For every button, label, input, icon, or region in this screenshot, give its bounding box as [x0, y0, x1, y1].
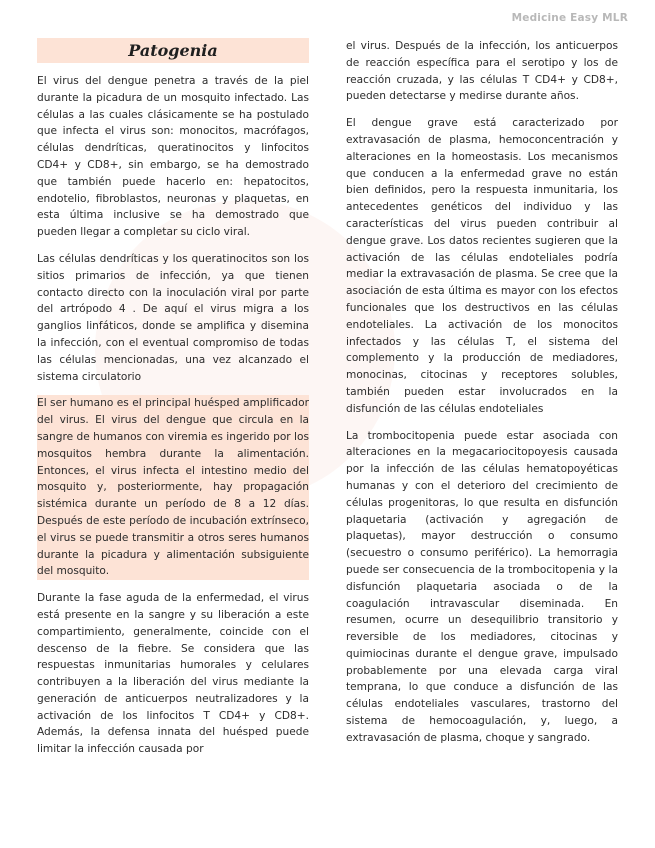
- brand-label: Medicine Easy MLR: [511, 12, 628, 24]
- section-title: Patogenia: [128, 41, 218, 60]
- right-column: [346, 38, 618, 757]
- left-column: [37, 38, 309, 768]
- paragraph-antibodies: el virus. Después de la infección, los anticuerpos de reacción específica para el serotipo y los de reacción cruzada, y las células T CD4+ y CD8+, pueden detectarse y medirse durante años.: [346, 40, 618, 103]
- paragraph-human-host-highlighted: El ser humano es el principal huésped amplificador del virus. El virus del dengue que circula en la sangre de humanos con viremia es ingerido por los mosquitos hembra durante la alimentación. Entonces, el virus infecta el intestino medio del mosquito y, posteriormente, hay propagación sistémica durante un período de 8 a 12 días. Después de este período de incubación extrínseco, el virus se puede transmitir a otros seres humanos durante la picadura y alimentación subsiguiente del mosquito.: [37, 395, 309, 580]
- paragraph-infection-entry: El virus del dengue penetra a través de la piel durante la picadura de un mosquito infectado. Las células a las cuales clásicamente se ha postulado que infecta el virus son: monocitos, macrófagos, células dendríticas, queratinocitos y linfocitos CD4+ y CD8+, sin embargo, se ha demostrado que también puede hacerlo en: hepatocitos, endotelio, fibroblastos, neuronas y plaquetas, en esta última inclusive se ha demostrado que pueden llegar a completar su ciclo viral.: [37, 75, 309, 239]
- paragraph-acute-phase: Durante la fase aguda de la enfermedad, el virus está presente en la sangre y su liberación a este compartimiento, generalmente, coincide con el descenso de la fiebre. Se considera que las respuestas inmunitarias humorales y celulares contribuyen a la liberación del virus mediante la generación de anticuerpos neutralizadores y la activación de los linfocitos T CD4+ y CD8+. Además, la defensa innata del huésped puede limitar la infección causada por: [37, 592, 309, 756]
- paragraph-primary-sites: Las células dendríticas y los queratinocitos son los sitios primarios de infección, ya que tienen contacto directo con la inoculación viral por parte del artrópodo 4 . De aquí el virus migra a los ganglios linfáticos, donde se amplifica y disemina la infección, con el eventual compromiso de todas las células mencionadas, una vez alcanzado el sistema circulatorio: [37, 252, 309, 383]
- paragraph-severe-dengue: El dengue grave está caracterizado por extravasación de plasma, hemoconcentración y alteraciones en la homeostasis. Los mecanismos que conducen a la enfermedad grave no están bien definidos, pero la respuesta inmunitaria, los antecedentes genéticos del individuo y las características del virus pueden contribuir al dengue grave. Los datos recientes sugieren que la activación de las células endoteliales podría mediar la extravasación de plasma. Se cree que la asociación de esta última es mayor con los efectos funcionales que los destructivos en las células endoteliales. La activación de los monocitos infectados y las células T, el sistema del complemento y la producción de mediadores, monocinas, citocinas y receptores solubles, también pueden estar involucrados en la disfunción de las células endoteliales: [346, 117, 618, 415]
- paragraph-thrombocytopenia: La trombocitopenia puede estar asociada con alteraciones en la megacariocitopoyesis causada por la infección de las células hematopoyéticas humanas y con el deterioro del crecimiento de células progenitoras, lo que resulta en disfunción plaquetaria (activación y agregación de plaquetas), mayor destrucción o consumo (secuestro o consumo periférico). La hemorragia puede ser consecuencia de la trombocitopenia y la disfunción plaquetaria asociada o de la coagulación intravascular diseminada. En resumen, ocurre un desequilibrio transitorio y reversible de los mediadores, citocinas y quimiocinas durante el dengue grave, impulsado probablemente por una elevada carga viral temprana, lo que conduce a disfunción de las células endoteliales vasculares, trastorno del sistema de hemocoagulación, y, luego, a extravasación de plasma, choque y sangrado.: [346, 429, 618, 744]
- section-title-box: [37, 38, 309, 63]
